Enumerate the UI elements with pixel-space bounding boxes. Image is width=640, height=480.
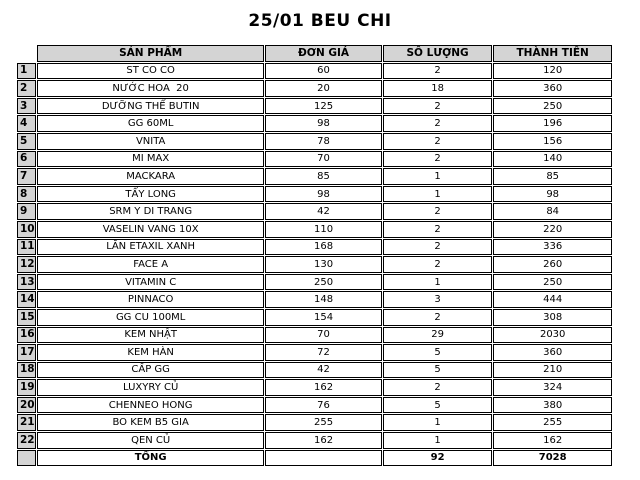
table-row (17, 98, 612, 115)
quantity-cell: 1 (383, 414, 493, 431)
unit-price-cell: 76 (265, 397, 382, 414)
amount-cell: 260 (493, 256, 612, 273)
product-name: DƯỠNG THỂ BUTIN (37, 98, 264, 115)
row-number: 6 (17, 151, 36, 168)
header-spacer (17, 45, 36, 62)
table-row (17, 309, 612, 326)
table-row (17, 115, 612, 132)
amount-cell: 360 (493, 344, 612, 361)
product-name: MACKARA (37, 168, 264, 185)
quantity-cell: 2 (383, 309, 493, 326)
table-row (17, 239, 612, 256)
row-number: 13 (17, 274, 36, 291)
table-row (17, 291, 612, 308)
row-number: 22 (17, 432, 36, 449)
quantity-cell: 5 (383, 362, 493, 379)
quantity-cell: 5 (383, 397, 493, 414)
product-name: MI MAX (37, 151, 264, 168)
amount-cell: 308 (493, 309, 612, 326)
product-name: SRM Y DI TRANG (37, 203, 264, 220)
unit-price-cell: 20 (265, 80, 382, 97)
col-header-total: THÀNH TIỀN (493, 45, 612, 62)
total-amount: 7028 (493, 450, 612, 467)
table-row (17, 344, 612, 361)
total-row-spacer (17, 450, 36, 467)
row-number: 9 (17, 203, 36, 220)
amount-cell: 444 (493, 291, 612, 308)
unit-price-cell: 42 (265, 362, 382, 379)
table-row (17, 203, 612, 220)
unit-price-cell: 168 (265, 239, 382, 256)
table-row (17, 63, 612, 80)
row-number: 18 (17, 362, 36, 379)
table-row (17, 168, 612, 185)
amount-cell: 84 (493, 203, 612, 220)
row-number: 15 (17, 309, 36, 326)
product-name: KEM HÀN (37, 344, 264, 361)
quantity-cell: 2 (383, 239, 493, 256)
quantity-cell: 1 (383, 186, 493, 203)
amount-cell: 324 (493, 379, 612, 396)
row-number: 21 (17, 414, 36, 431)
row-number: 8 (17, 186, 36, 203)
row-number: 10 (17, 221, 36, 238)
table-row (17, 151, 612, 168)
quantity-cell: 2 (383, 379, 493, 396)
row-number: 3 (17, 98, 36, 115)
quantity-cell: 2 (383, 151, 493, 168)
quantity-cell: 3 (383, 291, 493, 308)
table-row (17, 362, 612, 379)
amount-cell: 98 (493, 186, 612, 203)
amount-cell: 360 (493, 80, 612, 97)
product-name: NƯỚC HOA 20 (37, 80, 264, 97)
unit-price-cell: 148 (265, 291, 382, 308)
unit-price-cell: 78 (265, 133, 382, 150)
row-number: 7 (17, 168, 36, 185)
product-name: QEN CỦ (37, 432, 264, 449)
amount-cell: 336 (493, 239, 612, 256)
quantity-cell: 2 (383, 115, 493, 132)
unit-price-cell: 154 (265, 309, 382, 326)
amount-cell: 162 (493, 432, 612, 449)
product-name: LUXYRY CỦ (37, 379, 264, 396)
unit-price-cell: 162 (265, 379, 382, 396)
product-name: VASELIN VANG 10X (37, 221, 264, 238)
table-row (17, 133, 612, 150)
quantity-cell: 2 (383, 98, 493, 115)
amount-cell: 2030 (493, 327, 612, 344)
unit-price-cell: 72 (265, 344, 382, 361)
row-number: 20 (17, 397, 36, 414)
product-name: VNITA (37, 133, 264, 150)
product-name: TẨY LONG (37, 186, 264, 203)
row-number: 2 (17, 80, 36, 97)
quantity-cell: 2 (383, 203, 493, 220)
table-row (17, 186, 612, 203)
total-label: TỔNG (37, 450, 264, 467)
quantity-cell: 29 (383, 327, 493, 344)
product-name: CẤP GG (37, 362, 264, 379)
header-row (17, 45, 612, 62)
unit-price-cell: 125 (265, 98, 382, 115)
amount-cell: 85 (493, 168, 612, 185)
table-row (17, 414, 612, 431)
col-header-product: SẢN PHẨM (37, 45, 264, 62)
quantity-cell: 2 (383, 221, 493, 238)
table-row (17, 379, 612, 396)
unit-price-cell: 98 (265, 115, 382, 132)
quantity-cell: 5 (383, 344, 493, 361)
amount-cell: 140 (493, 151, 612, 168)
unit-price-cell: 60 (265, 63, 382, 80)
unit-price-cell: 130 (265, 256, 382, 273)
amount-cell: 250 (493, 98, 612, 115)
col-header-unit-price: ĐƠN GIÁ (265, 45, 382, 62)
amount-cell: 210 (493, 362, 612, 379)
unit-price-cell: 70 (265, 151, 382, 168)
product-name: KEM NHẬT (37, 327, 264, 344)
amount-cell: 156 (493, 133, 612, 150)
table-row (17, 432, 612, 449)
quantity-cell: 1 (383, 432, 493, 449)
table-body (17, 63, 612, 449)
unit-price-cell: 255 (265, 414, 382, 431)
table-row (17, 327, 612, 344)
amount-cell: 250 (493, 274, 612, 291)
amount-cell: 380 (493, 397, 612, 414)
table-row (17, 221, 612, 238)
row-number: 14 (17, 291, 36, 308)
row-number: 16 (17, 327, 36, 344)
product-name: GG CU 100ML (37, 309, 264, 326)
amount-cell: 196 (493, 115, 612, 132)
table-row (17, 256, 612, 273)
unit-price-cell: 85 (265, 168, 382, 185)
total-quantity: 92 (383, 450, 493, 467)
expense-table (16, 44, 613, 467)
product-name: FACE A (37, 256, 264, 273)
unit-price-cell: 162 (265, 432, 382, 449)
quantity-cell: 18 (383, 80, 493, 97)
product-name: GG 60ML (37, 115, 264, 132)
row-number: 4 (17, 115, 36, 132)
row-number: 17 (17, 344, 36, 361)
page-title: 25/01 BEU CHI (248, 11, 392, 31)
row-number: 19 (17, 379, 36, 396)
unit-price-cell: 70 (265, 327, 382, 344)
amount-cell: 255 (493, 414, 612, 431)
row-number: 12 (17, 256, 36, 273)
table-row (17, 274, 612, 291)
product-name: CHENNEO HONG (37, 397, 264, 414)
quantity-cell: 2 (383, 63, 493, 80)
product-name: PINNACO (37, 291, 264, 308)
amount-cell: 120 (493, 63, 612, 80)
row-number: 5 (17, 133, 36, 150)
table-row (17, 80, 612, 97)
unit-price-cell: 42 (265, 203, 382, 220)
table-row (17, 397, 612, 414)
quantity-cell: 1 (383, 274, 493, 291)
amount-cell: 220 (493, 221, 612, 238)
quantity-cell: 1 (383, 168, 493, 185)
unit-price-cell: 98 (265, 186, 382, 203)
product-name: ST CO CO (37, 63, 264, 80)
total-row (17, 450, 612, 467)
row-number: 1 (17, 63, 36, 80)
product-name: VITAMIN C (37, 274, 264, 291)
unit-price-cell: 110 (265, 221, 382, 238)
total-unit-price-empty (265, 450, 382, 467)
product-name: BO KEM B5 GIA (37, 414, 264, 431)
product-name: LĂN ETAXIL XANH (37, 239, 264, 256)
row-number: 11 (17, 239, 36, 256)
col-header-quantity: SỐ LƯỢNG (383, 45, 493, 62)
unit-price-cell: 250 (265, 274, 382, 291)
quantity-cell: 2 (383, 133, 493, 150)
quantity-cell: 2 (383, 256, 493, 273)
